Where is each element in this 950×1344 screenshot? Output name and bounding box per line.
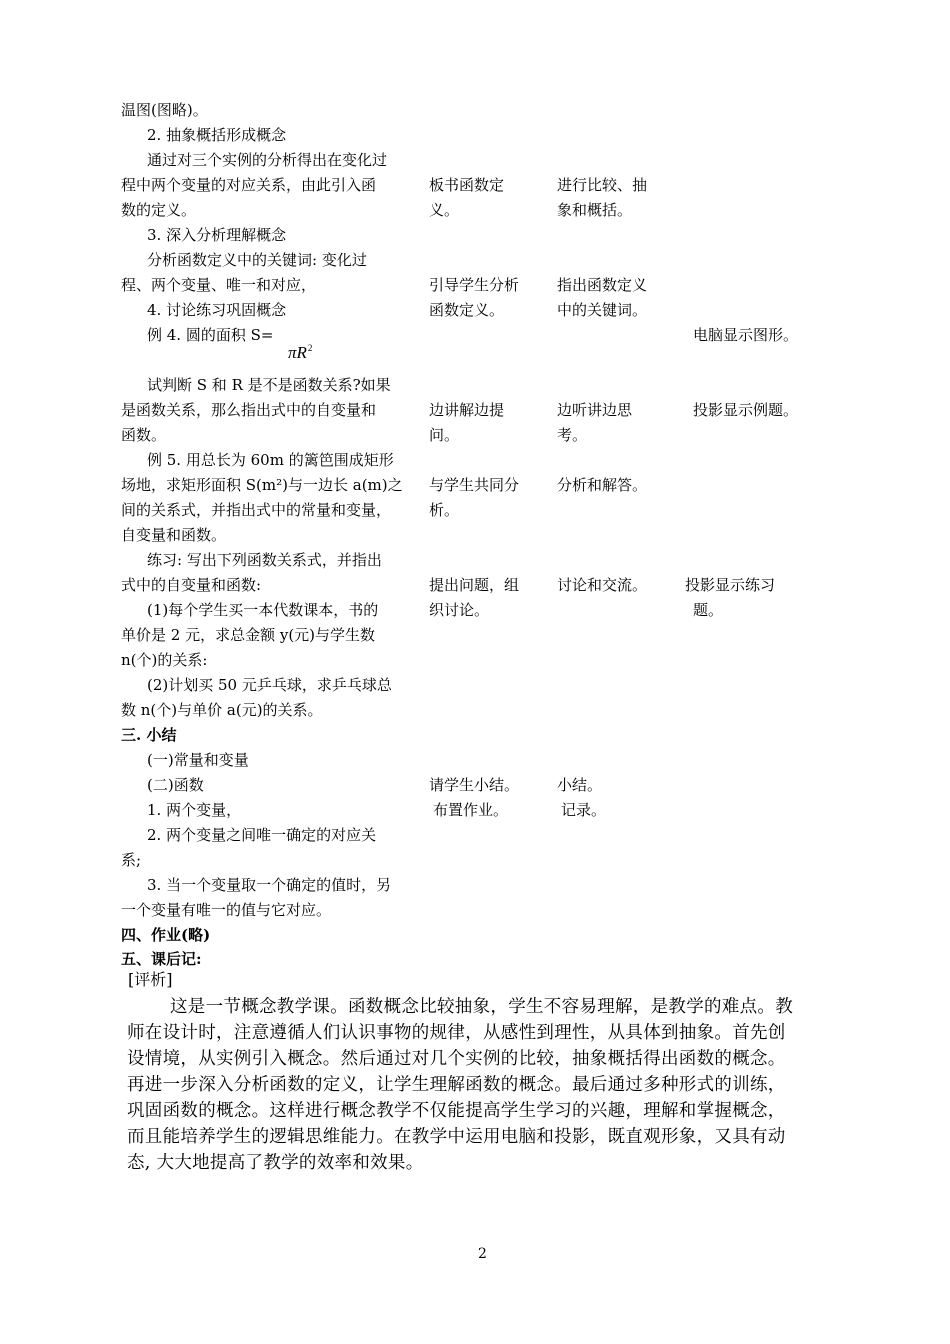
teacher-activity-line: 提出问题，组 [429,576,520,594]
text-line: 是函数关系，那么指出式中的自变量和 [121,401,377,419]
example-5-line: 例 5. 用总长为 60m 的篱笆围成矩形 [147,451,394,469]
teacher-activity-line: 板书函数定 [429,176,505,194]
teacher-activity-line: 边讲解边提 [429,401,505,419]
teacher-activity-line: 与学生共同分 [429,476,520,494]
teacher-activity-line: 织讨论。 [429,601,490,619]
text-line: (一)常量和变量 [147,751,249,769]
student-activity-line: 象和概括。 [557,201,633,219]
text-line: 2. 两个变量之间唯一确定的对应关 [147,826,377,844]
text-line: 单价是 2 元，求总金额 y(元)与学生数 [121,626,376,644]
commentary-line: 这是一节概念教学课。函数概念比较抽象，学生不容易理解，是教学的难点。教 [170,997,793,1017]
formula-exponent: 2 [307,343,313,353]
text-line: 温图(图略)。 [121,101,208,119]
homework-heading: 四、作业(略) [121,926,211,944]
teacher-activity-line: 请学生小结。 [429,776,520,794]
commentary-line: 再进一步深入分析函数的定义，让学生理解函数的概念。最后通过多种形式的训练， [127,1075,786,1095]
text-line: (2)计划买 50 元乒乓球，求乒乓球总 [147,676,392,694]
media-note-line: 投影显示例题。 [693,401,799,419]
formula-base: πR [288,343,307,362]
student-activity-line: 指出函数定义 [557,276,648,294]
media-note-line: 题。 [693,601,724,619]
text-line: 通过对三个实例的分析得出在变化过 [147,151,388,169]
after-class-heading: 五、课后记: [121,950,202,968]
media-note-line: 投影显示练习 [685,576,776,594]
student-activity-line: 分析和解答。 [557,476,648,494]
circle-area-formula [288,338,312,363]
teacher-activity-line: 函数定义。 [429,301,505,319]
page-number: 2 [478,1246,487,1262]
text-line: 数的定义。 [121,201,197,219]
student-activity-line: 边听讲边思 [557,401,633,419]
teacher-activity-line: 析。 [429,501,460,519]
text-line: n(个)的关系: [121,651,208,669]
text-line: 场地，求矩形面积 S(m²)与一边长 a(m)之 [121,476,403,494]
student-activity-line: 讨论和交流。 [557,576,648,594]
teacher-activity-line: 布置作业。 [433,801,509,819]
section-heading: 3. 深入分析理解概念 [147,226,287,244]
teacher-activity-line: 引导学生分析 [429,276,520,294]
student-activity-line: 记录。 [561,801,607,819]
text-line: 1. 两个变量， [147,801,242,819]
exercise-line: 练习: 写出下列函数关系式，并指出 [147,551,382,569]
summary-heading: 三. 小结 [121,726,177,744]
text-line: 分析函数定义中的关键词: 变化过 [147,251,367,269]
text-line: 间的关系式，并指出式中的常量和变量， [121,501,392,519]
text-line: 系; [121,851,142,869]
text-line: 数 n(个)与单价 a(元)的关系。 [121,701,323,719]
teacher-activity-line: 义。 [429,201,460,219]
text-line: 自变量和函数。 [121,526,227,544]
text-line: (1)每个学生买一本代数课本，书的 [147,601,379,619]
student-activity-line: 进行比较、抽 [557,176,648,194]
commentary-line: 而且能培养学生的逻辑思维能力。在教学中运用电脑和投影，既直观形象，又具有动 [127,1127,786,1147]
commentary-line: 态, 大大地提高了教学的效率和效果。 [127,1153,424,1173]
commentary-heading: [评析] [128,970,173,989]
section-heading: 2. 抽象概括形成概念 [147,126,287,144]
text-line: 一个变量有唯一的值与它对应。 [121,901,332,919]
text-line: 试判断 S 和 R 是不是函数关系?如果 [147,376,391,394]
text-line: 程、两个变量、唯一和对应， [121,276,317,294]
student-activity-line: 小结。 [557,776,603,794]
student-activity-line: 中的关键词。 [557,301,648,319]
example-4-line: 例 4. 圆的面积 S= [147,326,274,344]
text-line: 式中的自变量和函数: [121,576,262,594]
text-line: (二)函数 [147,776,204,794]
section-heading: 4. 讨论练习巩固概念 [147,301,287,319]
commentary-line: 设情境，从实例引入概念。然后通过对几个实例的比较，抽象概括得出函数的概念。 [127,1049,786,1069]
media-note-line: 电脑显示图形。 [693,326,799,344]
text-line: 程中两个变量的对应关系，由此引入函 [121,176,377,194]
text-line: 3. 当一个变量取一个确定的值时，另 [147,876,392,894]
student-activity-line: 考。 [557,426,588,444]
text-line: 函数。 [121,426,167,444]
commentary-line: 师在设计时，注意遵循人们认识事物的规律，从感性到理性，从具体到抽象。首先创 [127,1023,786,1043]
teacher-activity-line: 问。 [429,426,460,444]
commentary-line: 巩固函数的概念。这样进行概念教学不仅能提高学生学习的兴趣，理解和掌握概念， [127,1101,786,1121]
